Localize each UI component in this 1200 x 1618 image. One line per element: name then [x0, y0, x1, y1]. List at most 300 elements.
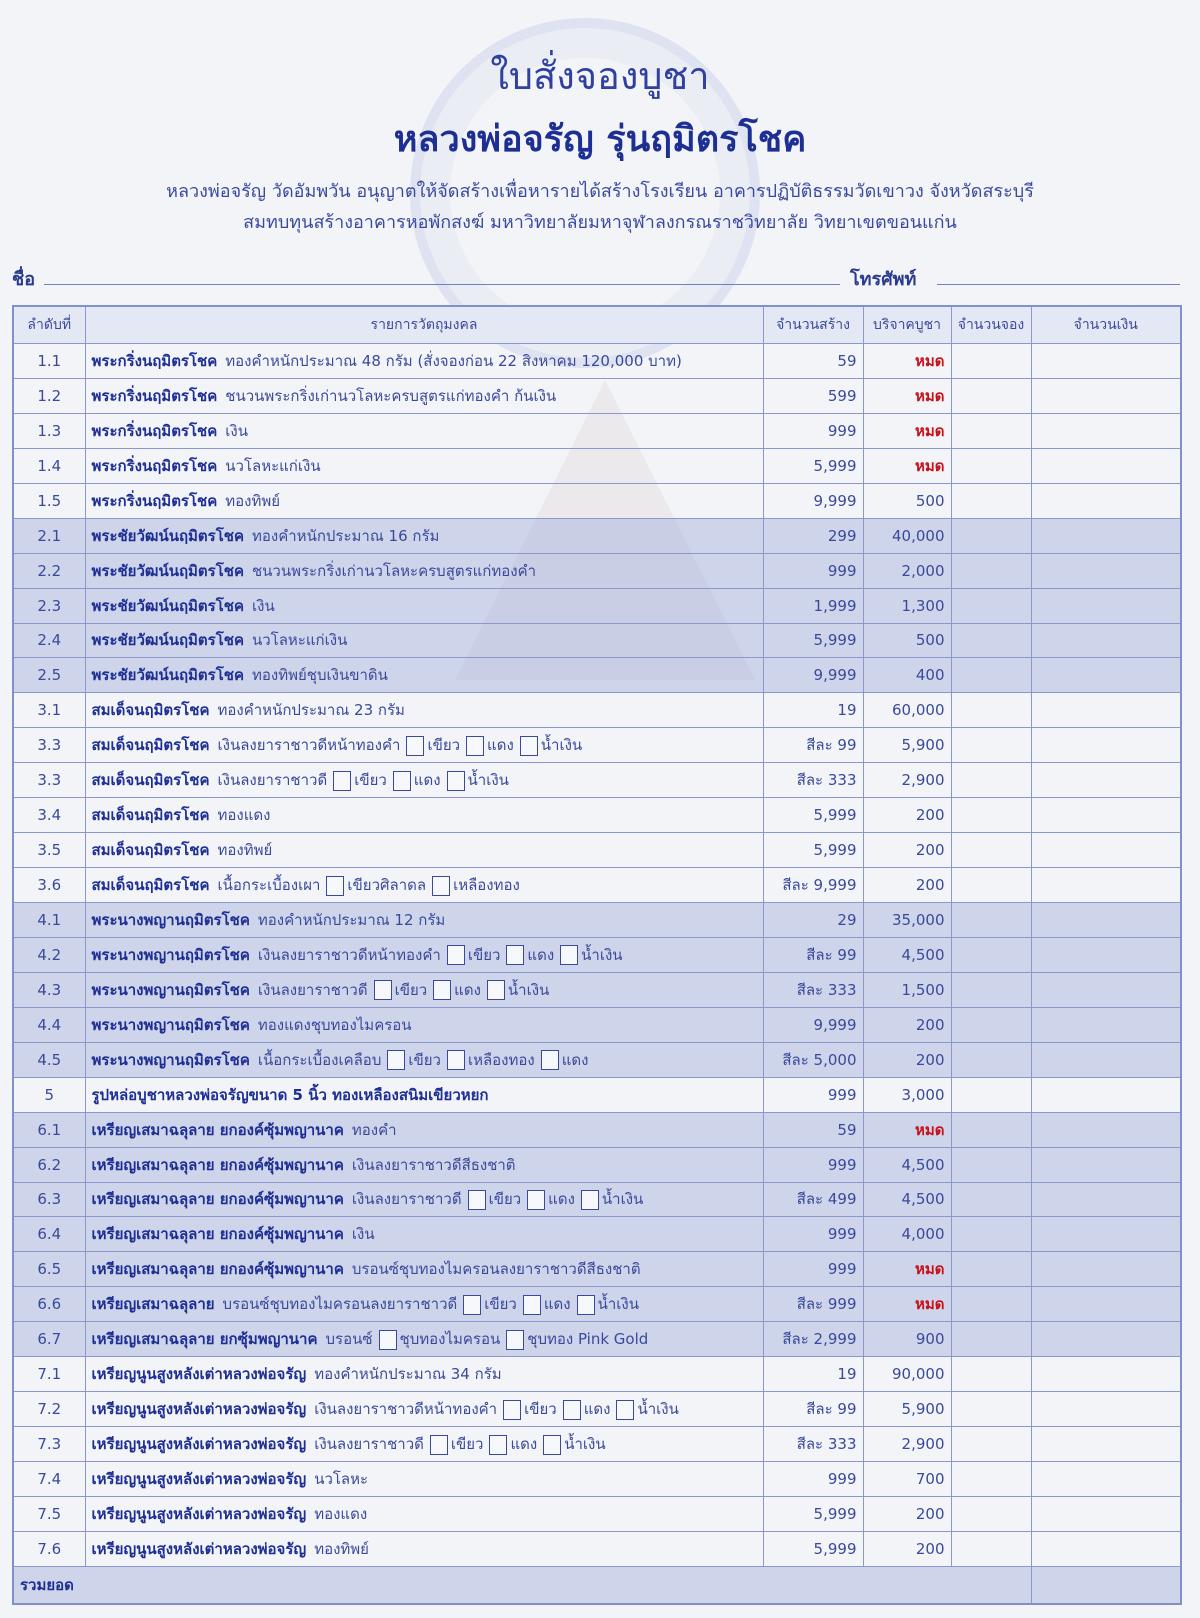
- option-checkbox[interactable]: [466, 736, 484, 756]
- donation-price: 2,900: [863, 1427, 951, 1462]
- item-description: [85, 1357, 763, 1392]
- item-name: พระชัยวัฒน์นฤมิตรโชค: [91, 666, 244, 685]
- amount-cell[interactable]: [1031, 1496, 1181, 1531]
- table-row: [13, 413, 1181, 448]
- col-header-reserved: จำนวนจอง: [951, 306, 1031, 344]
- amount-cell[interactable]: [1031, 518, 1181, 553]
- amount-cell[interactable]: [1031, 903, 1181, 938]
- table-row: [13, 972, 1181, 1007]
- item-description: [85, 1112, 763, 1147]
- reserve-count-cell[interactable]: [951, 868, 1031, 903]
- option-checkbox[interactable]: [463, 1295, 481, 1315]
- item-description: [85, 1427, 763, 1462]
- item-detail: นวโลหะแก่เงิน: [252, 631, 348, 650]
- total-label: รวมยอด: [13, 1566, 1031, 1604]
- option-label: แดง: [561, 1050, 589, 1069]
- reserve-count-cell[interactable]: [951, 448, 1031, 483]
- reserve-count-cell[interactable]: [951, 623, 1031, 658]
- item-detail: ชนวนพระกริ่งเก่านวโลหะครบสูตรแก่ทองคำ ก้นเงิน: [225, 386, 557, 405]
- item-detail: เงินลงยาราชาวดี: [257, 980, 368, 999]
- amount-cell[interactable]: [1031, 1252, 1181, 1287]
- quantity-made: 9,999: [763, 658, 863, 693]
- item-description: [85, 1147, 763, 1182]
- donation-price: 2,900: [863, 763, 951, 798]
- table-row: [13, 1252, 1181, 1287]
- donation-price: 40,000: [863, 518, 951, 553]
- reserve-count-cell[interactable]: [951, 378, 1031, 413]
- item-detail: ทองทิพย์ชุบเงินขาดิน: [252, 666, 388, 685]
- option-checkbox[interactable]: [616, 1400, 634, 1420]
- table-row: [13, 1077, 1181, 1112]
- item-detail: เงินลงยาราชาวดีสีธงชาติ: [351, 1155, 516, 1174]
- amount-cell[interactable]: [1031, 937, 1181, 972]
- item-name: พระนางพญานฤมิตรโชค: [91, 1015, 250, 1034]
- name-label: ชื่อ: [12, 269, 36, 290]
- reserve-count-cell[interactable]: [951, 588, 1031, 623]
- option-checkbox[interactable]: [387, 1050, 405, 1070]
- quantity-made: 5,999: [763, 798, 863, 833]
- item-number: 7.1: [13, 1357, 85, 1392]
- quantity-made: สีละ 333: [763, 972, 863, 1007]
- table-row: [13, 658, 1181, 693]
- reserve-count-cell[interactable]: [951, 553, 1031, 588]
- description-line-1: หลวงพ่อจรัญ วัดอัมพวัน อนุญาตให้จัดสร้างเพื่อหารายได้สร้างโรงเรียน อาคารปฏิบัติธรรมวัดเขาวง จังหวัดสระบุรี: [166, 181, 1034, 202]
- contact-row: [12, 262, 1180, 290]
- form-subtitle: หลวงพ่อจรัญ รุ่นฤมิตรโชค: [393, 119, 807, 160]
- option-checkbox[interactable]: [468, 1190, 486, 1210]
- quantity-made: 999: [763, 413, 863, 448]
- item-description: [85, 798, 763, 833]
- reserve-count-cell[interactable]: [951, 1077, 1031, 1112]
- item-number: 6.4: [13, 1217, 85, 1252]
- item-number: 1.4: [13, 448, 85, 483]
- option-checkbox[interactable]: [487, 980, 505, 1000]
- option-checkbox[interactable]: [543, 1435, 561, 1455]
- option-checkbox[interactable]: [447, 1050, 465, 1070]
- quantity-made: 299: [763, 518, 863, 553]
- item-detail: นวโลหะแก่เงิน: [225, 456, 321, 475]
- item-number: 1.5: [13, 483, 85, 518]
- phone-field[interactable]: [937, 284, 1180, 285]
- reserve-count-cell[interactable]: [951, 1287, 1031, 1322]
- quantity-made: 5,999: [763, 1531, 863, 1566]
- reserve-count-cell[interactable]: [951, 1147, 1031, 1182]
- amount-cell[interactable]: [1031, 344, 1181, 379]
- sold-out-badge: หมด: [863, 344, 951, 379]
- option-checkbox[interactable]: [433, 980, 451, 1000]
- item-number: 4.5: [13, 1042, 85, 1077]
- item-name: พระกริ่งนฤมิตรโชค: [91, 456, 218, 475]
- item-name: เหรียญนูนสูงหลังเต่าหลวงพ่อจรัญ: [91, 1469, 307, 1488]
- quantity-made: 5,999: [763, 448, 863, 483]
- option-checkbox[interactable]: [577, 1295, 595, 1315]
- reserve-count-cell[interactable]: [951, 1007, 1031, 1042]
- table-row: [13, 1007, 1181, 1042]
- item-number: 6.6: [13, 1287, 85, 1322]
- item-description: [85, 623, 763, 658]
- option-checkbox[interactable]: [560, 945, 578, 965]
- donation-price: 1,500: [863, 972, 951, 1007]
- option-checkbox[interactable]: [541, 1050, 559, 1070]
- item-description: [85, 413, 763, 448]
- amount-cell[interactable]: [1031, 1217, 1181, 1252]
- reserve-count-cell[interactable]: [951, 693, 1031, 728]
- amount-cell[interactable]: [1031, 728, 1181, 763]
- donation-price: 60,000: [863, 693, 951, 728]
- amount-cell[interactable]: [1031, 623, 1181, 658]
- amount-cell[interactable]: [1031, 833, 1181, 868]
- item-description: [85, 972, 763, 1007]
- item-detail: ทองคำหนักประมาณ 23 กรัม: [217, 701, 405, 720]
- item-name: เหรียญเสมาฉลุลาย ยกองค์ซุ้มพญานาค: [91, 1190, 344, 1209]
- table-row: [13, 448, 1181, 483]
- donation-price: 4,500: [863, 1147, 951, 1182]
- item-detail: ทองคำหนักประมาณ 34 กรัม: [314, 1365, 502, 1384]
- amount-cell[interactable]: [1031, 1392, 1181, 1427]
- phone-label: โทรศัพท์: [850, 269, 917, 290]
- amount-cell[interactable]: [1031, 553, 1181, 588]
- option-checkbox[interactable]: [393, 771, 411, 791]
- item-detail: เนื้อกระเบื้องเคลือบ: [257, 1050, 382, 1069]
- amount-cell[interactable]: [1031, 588, 1181, 623]
- item-number: 4.1: [13, 903, 85, 938]
- reserve-count-cell[interactable]: [951, 1531, 1031, 1566]
- option-checkbox[interactable]: [489, 1435, 507, 1455]
- table-row: [13, 728, 1181, 763]
- reserve-count-cell[interactable]: [951, 1322, 1031, 1357]
- option-checkbox[interactable]: [506, 1330, 524, 1350]
- item-detail: ทองคำหนักประมาณ 12 กรัม: [257, 910, 446, 929]
- option-label: น้ำเงิน: [467, 771, 509, 790]
- item-description: [85, 658, 763, 693]
- item-detail: ทองทิพย์: [217, 841, 273, 860]
- item-number: 3.6: [13, 868, 85, 903]
- donation-price: 5,900: [863, 728, 951, 763]
- reserve-count-cell[interactable]: [951, 903, 1031, 938]
- item-description: [85, 1462, 763, 1497]
- donation-price: 90,000: [863, 1357, 951, 1392]
- total-amount-cell[interactable]: [1031, 1566, 1181, 1604]
- table-row: [13, 693, 1181, 728]
- table-row: [13, 344, 1181, 379]
- item-number: 4.3: [13, 972, 85, 1007]
- item-detail: ทองทิพย์: [225, 491, 281, 510]
- amount-cell[interactable]: [1031, 763, 1181, 798]
- item-description: [85, 868, 763, 903]
- quantity-made: สีละ 333: [763, 1427, 863, 1462]
- reserve-count-cell[interactable]: [951, 1112, 1031, 1147]
- quantity-made: 999: [763, 553, 863, 588]
- reserve-count-cell[interactable]: [951, 1182, 1031, 1217]
- total-row: [13, 1566, 1181, 1604]
- amount-cell[interactable]: [1031, 693, 1181, 728]
- amount-cell[interactable]: [1031, 798, 1181, 833]
- item-number: 7.6: [13, 1531, 85, 1566]
- item-detail: ทองคำหนักประมาณ 48 กรัม (สั่งจองก่อน 22 สิงหาคม 120,000 บาท): [225, 351, 682, 370]
- reserve-count-cell[interactable]: [951, 833, 1031, 868]
- item-description: [85, 1496, 763, 1531]
- option-checkbox[interactable]: [520, 736, 538, 756]
- donation-price: 1,300: [863, 588, 951, 623]
- item-name: เหรียญเสมาฉลุลาย ยกองค์ซุ้มพญานาค: [91, 1260, 344, 1279]
- amount-cell[interactable]: [1031, 1531, 1181, 1566]
- item-description: [85, 553, 763, 588]
- option-checkbox[interactable]: [326, 876, 344, 896]
- item-number: 3.3: [13, 763, 85, 798]
- reserve-count-cell[interactable]: [951, 728, 1031, 763]
- option-label: แดง: [527, 945, 555, 964]
- option-checkbox[interactable]: [447, 771, 465, 791]
- item-number: 4.2: [13, 937, 85, 972]
- reserve-count-cell[interactable]: [951, 1252, 1031, 1287]
- option-label: เขียว: [354, 771, 387, 790]
- option-label: แดง: [548, 1190, 575, 1209]
- item-number: 7.2: [13, 1392, 85, 1427]
- amount-cell[interactable]: [1031, 658, 1181, 693]
- col-header-item: รายการวัตถุมงคล: [85, 306, 763, 344]
- item-detail: เนื้อกระเบื้องเผา: [217, 876, 321, 895]
- reserve-count-cell[interactable]: [951, 972, 1031, 1007]
- table-row: [13, 937, 1181, 972]
- item-name: สมเด็จนฤมิตรโชค: [91, 701, 210, 720]
- amount-cell[interactable]: [1031, 1007, 1181, 1042]
- table-row: [13, 483, 1181, 518]
- col-header-number: ลำดับที่: [13, 306, 85, 344]
- reserve-count-cell[interactable]: [951, 413, 1031, 448]
- item-detail: เงินลงยาราชาวดีหน้าทองคำ: [217, 736, 401, 755]
- reserve-count-cell[interactable]: [951, 1427, 1031, 1462]
- amount-cell[interactable]: [1031, 448, 1181, 483]
- reserve-count-cell[interactable]: [951, 1357, 1031, 1392]
- donation-price: 5,900: [863, 1392, 951, 1427]
- donation-price: 400: [863, 658, 951, 693]
- option-label: น้ำเงิน: [601, 1190, 644, 1209]
- amount-cell[interactable]: [1031, 1182, 1181, 1217]
- reserve-count-cell[interactable]: [951, 518, 1031, 553]
- quantity-made: 19: [763, 1357, 863, 1392]
- table-row: [13, 1322, 1181, 1357]
- item-description: [85, 1077, 763, 1112]
- item-number: 6.2: [13, 1147, 85, 1182]
- amount-cell[interactable]: [1031, 1287, 1181, 1322]
- quantity-made: สีละ 499: [763, 1182, 863, 1217]
- option-label: แดง: [454, 980, 481, 999]
- item-name: พระชัยวัฒน์นฤมิตรโชค: [91, 596, 244, 615]
- item-detail: ทองคำ: [351, 1120, 397, 1139]
- option-checkbox[interactable]: [430, 1435, 448, 1455]
- option-checkbox[interactable]: [523, 1295, 541, 1315]
- amount-cell[interactable]: [1031, 1357, 1181, 1392]
- item-detail: เงิน: [225, 421, 248, 440]
- reserve-count-cell[interactable]: [951, 1042, 1031, 1077]
- option-checkbox[interactable]: [432, 876, 450, 896]
- item-number: 2.5: [13, 658, 85, 693]
- donation-price: 200: [863, 868, 951, 903]
- amount-cell[interactable]: [1031, 1112, 1181, 1147]
- item-detail: เงินลงยาราชาวดี: [314, 1435, 424, 1454]
- item-detail: บรอนซ์ชุบทองไมครอนลงยาราชาวดี: [222, 1295, 458, 1314]
- option-checkbox[interactable]: [527, 1190, 545, 1210]
- item-name: สมเด็จนฤมิตรโชค: [91, 736, 210, 755]
- quantity-made: สีละ 999: [763, 1287, 863, 1322]
- quantity-made: 29: [763, 903, 863, 938]
- quantity-made: สีละ 99: [763, 728, 863, 763]
- item-description: [85, 937, 763, 972]
- option-label: น้ำเงิน: [597, 1295, 639, 1314]
- item-number: 2.3: [13, 588, 85, 623]
- option-label: เหลืองทอง: [467, 1050, 535, 1069]
- donation-price: 4,500: [863, 1182, 951, 1217]
- reserve-count-cell[interactable]: [951, 483, 1031, 518]
- amount-cell[interactable]: [1031, 972, 1181, 1007]
- quantity-made: สีละ 5,000: [763, 1042, 863, 1077]
- option-checkbox[interactable]: [563, 1400, 581, 1420]
- option-label: น้ำเงิน: [507, 980, 550, 999]
- donation-price: 200: [863, 1531, 951, 1566]
- reserve-count-cell[interactable]: [951, 658, 1031, 693]
- option-checkbox[interactable]: [506, 945, 524, 965]
- item-name: พระชัยวัฒน์นฤมิตรโชค: [91, 526, 244, 545]
- option-label: เขียว: [484, 1295, 517, 1314]
- item-name: สมเด็จนฤมิตรโชค: [91, 806, 210, 825]
- donation-price: 4,500: [863, 937, 951, 972]
- item-name: พระนางพญานฤมิตรโชค: [91, 910, 250, 929]
- item-number: 2.1: [13, 518, 85, 553]
- description-line-2: สมทบทุนสร้างอาคารหอพักสงฆ์ มหาวิทยาลัยมหาจุฬาลงกรณราชวิทยาลัย วิทยาเขตขอนแก่น: [243, 212, 957, 233]
- item-number: 6.5: [13, 1252, 85, 1287]
- option-label: แดง: [510, 1435, 538, 1454]
- option-label: น้ำเงิน: [581, 945, 623, 964]
- donation-price: 3,000: [863, 1077, 951, 1112]
- item-detail: ชนวนพระกริ่งเก่านวโลหะครบสูตรแก่ทองคำ: [252, 561, 537, 580]
- amount-cell[interactable]: [1031, 1427, 1181, 1462]
- option-label: น้ำเงิน: [564, 1435, 606, 1454]
- donation-price: 500: [863, 483, 951, 518]
- donation-price: 2,000: [863, 553, 951, 588]
- reserve-count-cell[interactable]: [951, 937, 1031, 972]
- col-header-donation: บริจาคบูชา: [863, 306, 951, 344]
- reserve-count-cell[interactable]: [951, 344, 1031, 379]
- item-detail: บรอนซ์ชุบทองไมครอนลงยาราชาวดีสีธงชาติ: [351, 1260, 641, 1279]
- item-name: พระชัยวัฒน์นฤมิตรโชค: [91, 631, 244, 650]
- item-name: เหรียญนูนสูงหลังเต่าหลวงพ่อจรัญ: [91, 1400, 307, 1419]
- option-label: เขียว: [524, 1400, 557, 1419]
- option-checkbox[interactable]: [503, 1400, 521, 1420]
- item-detail: ทองคำหนักประมาณ 16 กรัม: [252, 526, 440, 545]
- sold-out-badge: หมด: [863, 448, 951, 483]
- amount-cell[interactable]: [1031, 1462, 1181, 1497]
- item-description: [85, 763, 763, 798]
- table-row: [13, 518, 1181, 553]
- amount-cell[interactable]: [1031, 868, 1181, 903]
- option-checkbox[interactable]: [581, 1190, 599, 1210]
- reserve-count-cell[interactable]: [951, 1392, 1031, 1427]
- amount-cell[interactable]: [1031, 413, 1181, 448]
- table-row: [13, 623, 1181, 658]
- item-description: [85, 344, 763, 379]
- item-number: 7.3: [13, 1427, 85, 1462]
- item-number: 4.4: [13, 1007, 85, 1042]
- item-description: [85, 1531, 763, 1566]
- item-name: พระชัยวัฒน์นฤมิตรโชค: [91, 561, 244, 580]
- item-number: 6.7: [13, 1322, 85, 1357]
- option-label: เขียว: [488, 1190, 522, 1209]
- item-number: 2.2: [13, 553, 85, 588]
- donation-price: 900: [863, 1322, 951, 1357]
- name-field[interactable]: [44, 284, 840, 285]
- option-checkbox[interactable]: [406, 736, 424, 756]
- item-name: เหรียญนูนสูงหลังเต่าหลวงพ่อจรัญ: [91, 1365, 307, 1384]
- col-header-amount: จำนวนเงิน: [1031, 306, 1181, 344]
- item-detail: เงินลงยาราชาวดีหน้าทองคำ: [257, 945, 441, 964]
- item-name: เหรียญเสมาฉลุลาย ยกซุ้มพญานาค: [91, 1330, 318, 1349]
- amount-cell[interactable]: [1031, 1077, 1181, 1112]
- quantity-made: สีละ 333: [763, 763, 863, 798]
- donation-price: 35,000: [863, 903, 951, 938]
- option-checkbox[interactable]: [447, 945, 465, 965]
- option-label: ชุบทอง Pink Gold: [527, 1330, 649, 1349]
- table-row: [13, 1042, 1181, 1077]
- donation-price: 200: [863, 1042, 951, 1077]
- option-checkbox[interactable]: [374, 980, 392, 1000]
- item-description: [85, 833, 763, 868]
- item-number: 7.4: [13, 1462, 85, 1497]
- reserve-count-cell[interactable]: [951, 1496, 1031, 1531]
- item-name: เหรียญนูนสูงหลังเต่าหลวงพ่อจรัญ: [91, 1435, 307, 1454]
- item-number: 2.4: [13, 623, 85, 658]
- item-description: [85, 1182, 763, 1217]
- item-name: เหรียญนูนสูงหลังเต่าหลวงพ่อจรัญ: [91, 1539, 307, 1558]
- quantity-made: สีละ 2,999: [763, 1322, 863, 1357]
- item-name: เหรียญเสมาฉลุลาย ยกองค์ซุ้มพญานาค: [91, 1120, 344, 1139]
- amount-cell[interactable]: [1031, 483, 1181, 518]
- item-name: สมเด็จนฤมิตรโชค: [91, 841, 210, 860]
- option-label: แดง: [487, 736, 514, 755]
- item-number: 7.5: [13, 1496, 85, 1531]
- quantity-made: 59: [763, 344, 863, 379]
- donation-price: 200: [863, 833, 951, 868]
- amount-cell[interactable]: [1031, 1147, 1181, 1182]
- option-label: เขียว: [408, 1050, 441, 1069]
- reserve-count-cell[interactable]: [951, 763, 1031, 798]
- donation-price: 200: [863, 1496, 951, 1531]
- quantity-made: 9,999: [763, 1007, 863, 1042]
- reserve-count-cell[interactable]: [951, 798, 1031, 833]
- item-number: 3.3: [13, 728, 85, 763]
- item-description: [85, 1042, 763, 1077]
- option-checkbox[interactable]: [379, 1330, 397, 1350]
- table-row: [13, 1496, 1181, 1531]
- item-name: พระนางพญานฤมิตรโชค: [91, 945, 250, 964]
- amount-cell[interactable]: [1031, 1322, 1181, 1357]
- table-row: [13, 1147, 1181, 1182]
- table-row: [13, 1531, 1181, 1566]
- item-name: สมเด็จนฤมิตรโชค: [91, 876, 210, 895]
- quantity-made: 59: [763, 1112, 863, 1147]
- quantity-made: สีละ 9,999: [763, 868, 863, 903]
- item-number: 3.4: [13, 798, 85, 833]
- reserve-count-cell[interactable]: [951, 1462, 1031, 1497]
- amount-cell[interactable]: [1031, 1042, 1181, 1077]
- reserve-count-cell[interactable]: [951, 1217, 1031, 1252]
- item-name: เหรียญเสมาฉลุลาย ยกองค์ซุ้มพญานาค: [91, 1225, 344, 1244]
- item-description: [85, 903, 763, 938]
- item-description: [85, 1287, 763, 1322]
- quantity-made: 999: [763, 1252, 863, 1287]
- option-checkbox[interactable]: [333, 771, 351, 791]
- item-description: [85, 378, 763, 413]
- amount-cell[interactable]: [1031, 378, 1181, 413]
